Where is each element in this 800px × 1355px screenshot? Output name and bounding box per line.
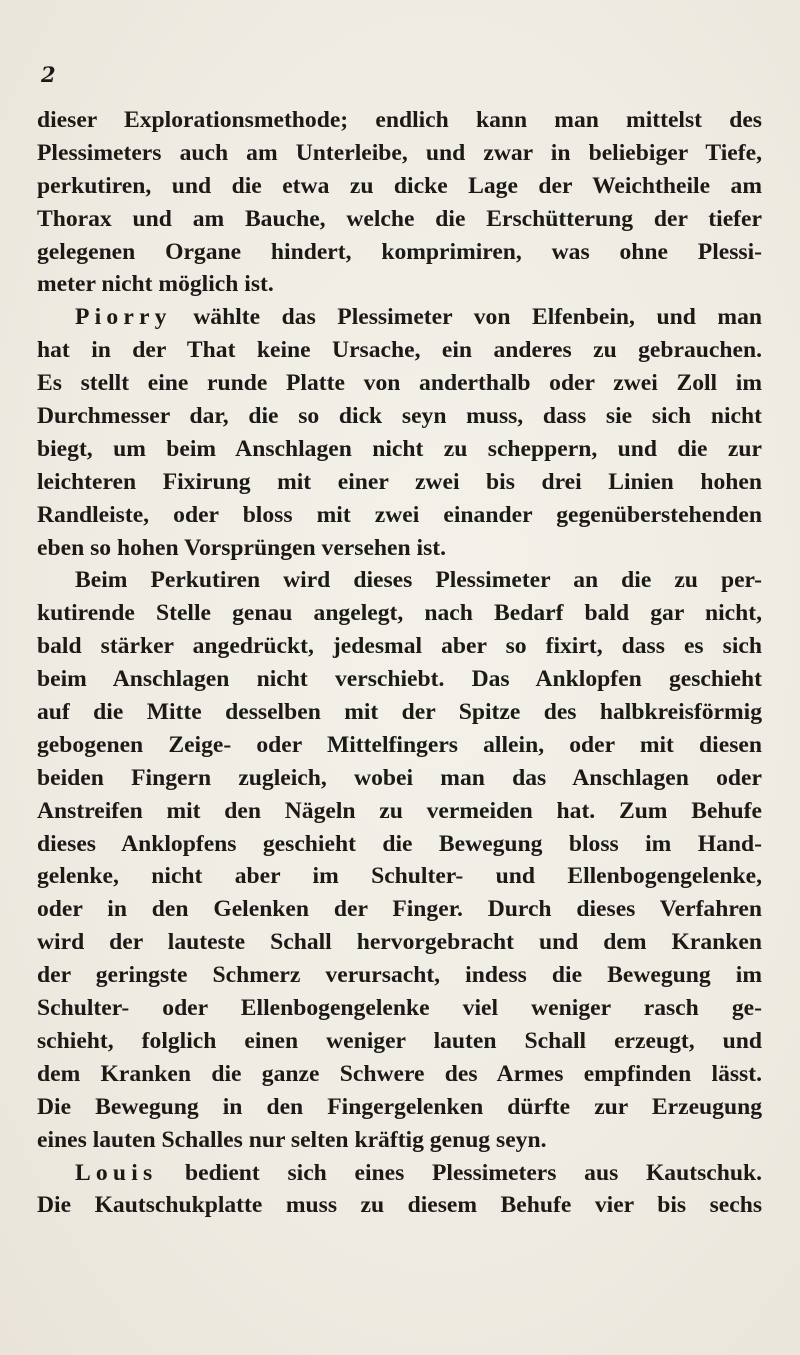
text-line: Thorax und am Bauche, welche die Erschütterung der tiefer [37, 205, 762, 232]
text-line: dieses Anklopfens geschieht die Bewegung bloss im Hand- [37, 830, 762, 857]
page-number: 2 [41, 62, 56, 87]
text-line: Plessimeters auch am Unterleibe, und zwar in beliebiger Tiefe, [37, 139, 762, 166]
text-line: schieht, folglich einen weniger lauten Schall erzeugt, und [37, 1027, 762, 1054]
text-line: biegt, um beim Anschlagen nicht zu scheppern, und die zur [37, 435, 762, 462]
text-line: Beim Perkutiren wird dieses Plessimeter an die zu per- [75, 567, 762, 594]
author-name-piorry: Piorry [75, 304, 172, 331]
text-line: Die Bewegung in den Fingergelenken dürfte zur Erzeugung [37, 1093, 762, 1120]
text-line: gebogenen Zeige- oder Mittelfingers allein, oder mit diesen [37, 731, 762, 758]
text-line: kutirende Stelle genau angelegt, nach Bedarf bald gar nicht, [37, 600, 762, 627]
paragraph-end-line: eben so hohen Vorsprüngen versehen ist. [37, 534, 447, 561]
text-line: gelegenen Organe hindert, komprimiren, was ohne Plessi- [37, 238, 762, 265]
text-line: bald stärker angedrückt, jedesmal aber so fixirt, dass es sich [37, 633, 762, 660]
line-continuation: wählte das Plessimeter von Elfenbein, und man [171, 304, 762, 331]
text-line: dieser Explorationsmethode; endlich kann man mittelst des [37, 107, 762, 133]
text-line: Schulter- oder Ellenbogengelenke viel weniger rasch ge- [37, 995, 762, 1022]
text-line: Es stellt eine runde Platte von anderthalb oder zwei Zoll im [37, 370, 762, 397]
text-line: wird der lauteste Schall hervorgebracht und dem Kranken [37, 929, 762, 956]
text-line: Die Kautschukplatte muss zu diesem Behufe vier bis sechs [37, 1192, 762, 1219]
text-line: dem Kranken die ganze Schwere des Armes empfinden lässt. [37, 1060, 762, 1087]
paragraph-end-line: eines lauten Schalles nur selten kräftig genug seyn. [37, 1126, 547, 1153]
paragraph-end-line: meter nicht möglich ist. [37, 271, 274, 298]
text-line: leichteren Fixirung mit einer zwei bis drei Linien hohen [37, 468, 762, 495]
text-line: beiden Fingern zugleich, wobei man das Anschlagen oder [37, 764, 762, 791]
author-name-louis: Louis [75, 1159, 158, 1186]
text-line: Anstreifen mit den Nägeln zu vermeiden hat. Zum Behufe [37, 797, 762, 824]
text-line [37, 1157, 762, 1190]
body-text [37, 104, 762, 1222]
text-line: hat in der That keine Ursache, ein anderes zu gebrauchen. [37, 337, 762, 364]
text-line [37, 301, 762, 334]
text-line: der geringste Schmerz verursacht, indess die Bewegung im [37, 962, 762, 989]
text-line: Randleiste, oder bloss mit zwei einander gegenüberstehenden [37, 501, 762, 528]
text-line: perkutiren, und die etwa zu dicke Lage der Weichtheile am [37, 172, 762, 199]
text-line: beim Anschlagen nicht verschiebt. Das Anklopfen geschieht [37, 666, 762, 693]
line-continuation: bedient sich eines Plessimeters aus Kautschuk. [157, 1159, 762, 1186]
text-line: gelenke, nicht aber im Schulter- und Ellenbogengelenke, [37, 863, 762, 890]
text-line: auf die Mitte desselben mit der Spitze des halbkreisförmig [37, 699, 762, 726]
text-line: oder in den Gelenken der Finger. Durch dieses Verfahren [37, 896, 762, 923]
text-line: Durchmesser dar, die so dick seyn muss, dass sie sich nicht [37, 403, 762, 430]
